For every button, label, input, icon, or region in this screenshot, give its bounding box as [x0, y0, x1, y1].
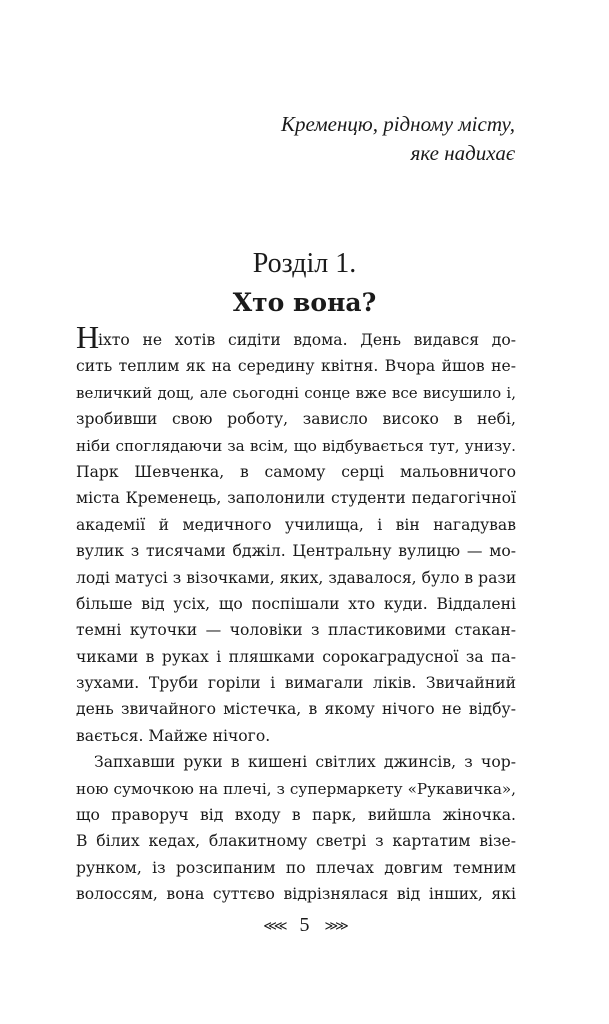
paragraph-1-line: сить теплим як на середину квітня. Вчора йшов не-	[76, 357, 516, 376]
paragraph-1-line: день звичайного містечка, в якому нічого не відбу-	[76, 700, 516, 719]
paragraph-2-line: ною сумочкою на плечі, з супермаркету «Рукавичка»,	[76, 779, 516, 798]
drop-cap: Н	[76, 319, 100, 355]
paragraph-1-line	[76, 319, 516, 355]
paragraph-1-line: величкий дощ, але сьогодні сонце вже все висушило і,	[76, 383, 516, 402]
body-text	[76, 319, 517, 908]
paragraph-2-line: рунком, із розсипаним по плечах довгим темним	[76, 858, 516, 877]
ornament-right-icon: ≫≫	[324, 918, 346, 934]
paragraph-1-line: чиками в руках і пляшками сорокаградусної за па-	[76, 647, 516, 666]
paragraph-1-line-text: іхто не хотів сидіти вдома. День видався до-	[98, 331, 516, 349]
paragraph-1-line: вається. Майже нічого.	[76, 726, 271, 745]
paragraph-2-line: що праворуч від входу в парк, вийшла жіночка.	[76, 806, 516, 825]
paragraph-1-line: зухами. Труби горіли і вимагали ліків. Звичайний	[76, 674, 516, 693]
ornament-left-icon: ≪≪	[263, 918, 285, 934]
chapter-label: Розділ 1.	[252, 248, 357, 279]
dedication-line-1: Кременцю, рідному місту,	[281, 112, 515, 136]
paragraph-1-line: міста Кременець, заполонили студенти педагогічної	[76, 489, 516, 508]
paragraph-1-line: Парк Шевченка, в самому серці мальовничого	[76, 462, 516, 481]
paragraph-1-line: лоді матусі з візочками, яких, здавалося, було в рази	[76, 568, 517, 587]
paragraph-1-line: темні куточки — чоловіки з пластиковими стакан-	[76, 621, 516, 640]
paragraph-1-line: ніби споглядаючи за всім, що відбувається тут, унизу.	[76, 436, 516, 455]
page-footer	[0, 911, 609, 940]
paragraph-2-line: В білих кедах, блакитному светрі з картатим візе-	[76, 832, 516, 851]
dedication-line-2: яке надихає	[410, 141, 515, 165]
page-number: 5	[299, 914, 310, 936]
paragraph-1-line: зробивши свою роботу, зависло високо в небі,	[76, 410, 516, 429]
paragraph-1-line: академії й медичного училища, і він нагадував	[76, 515, 516, 534]
chapter-title: Хто вона?	[232, 288, 377, 317]
paragraph-2-line: волоссям, вона суттєво відрізнялася від інших, які	[76, 885, 516, 904]
paragraph-1-line: більше від усіх, що поспішали хто куди. Віддалені	[76, 594, 516, 613]
dedication	[135, 110, 515, 168]
paragraph-2-line: Запхавши руки в кишені світлих джинсів, з чор-	[94, 753, 516, 772]
paragraph-1-line: вулик з тисячами бджіл. Центральну вулицю — мо-	[76, 542, 516, 561]
